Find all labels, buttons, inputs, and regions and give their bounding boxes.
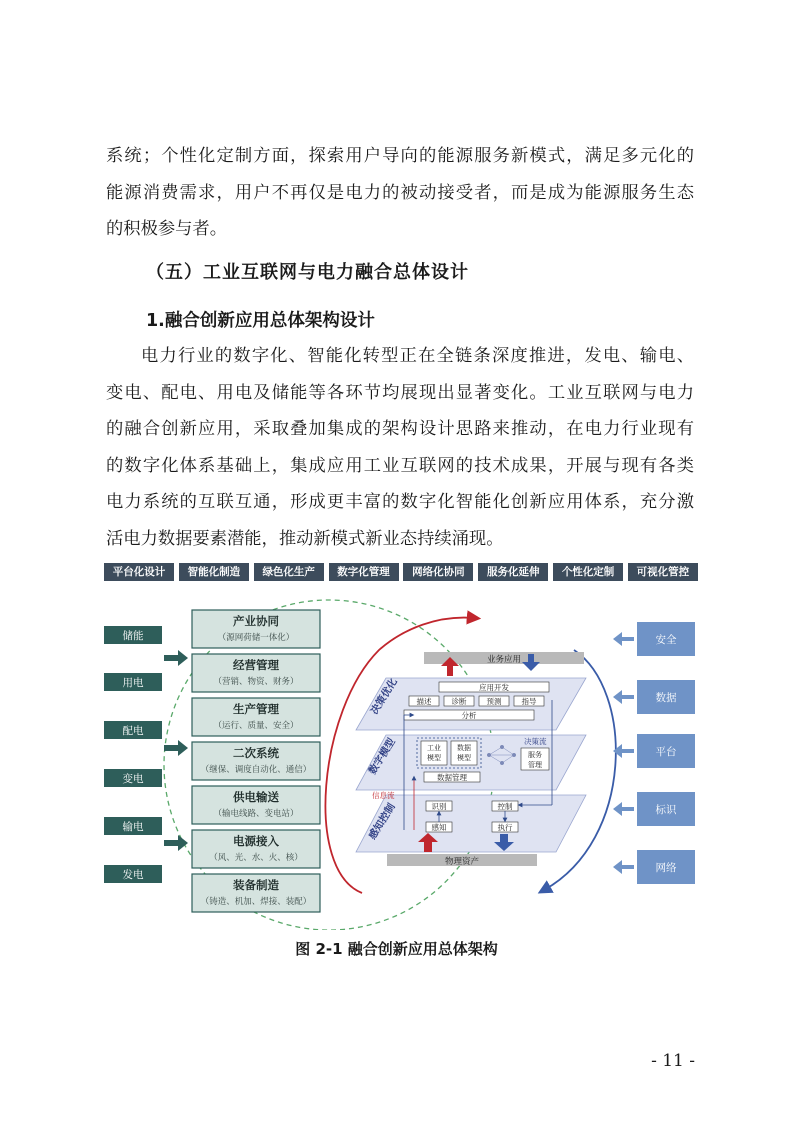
paragraph-1 <box>106 138 694 248</box>
middle-box-title: 二次系统 <box>233 746 279 760</box>
stage-label: 指导 <box>521 697 537 706</box>
middle-box-title: 装备制造 <box>233 878 279 892</box>
service-mgmt-label: 服务 <box>528 751 542 759</box>
paragraph-line: 的数字化体系基础上，集成应用工业互联网的技术成果，开展与现有各类 <box>106 455 694 476</box>
tag: 网络化协同 <box>403 563 473 581</box>
layer-name: 数字模型 <box>367 736 398 777</box>
paragraph-line: 的融合创新应用，采取叠加集成的架构设计思路来推动，在电力行业现有 <box>106 419 694 440</box>
control-label: 控制 <box>497 802 513 811</box>
analysis-label: 分析 <box>461 711 477 720</box>
page-number: - 11 - <box>651 1051 695 1071</box>
left-label: 用电 <box>122 677 144 689</box>
right-label-column <box>637 622 695 884</box>
stage-label: 预测 <box>486 697 502 706</box>
tag: 智能化制造 <box>179 563 249 581</box>
stage-label: 诊断 <box>451 697 467 706</box>
decision-flow-label: 决策流 <box>524 737 547 746</box>
middle-box-sub: （营销、物资、财务） <box>213 677 299 687</box>
paragraph-line: 变电、配电、用电及储能等各环节均展现出显著变化。工业互联网与电力 <box>106 382 694 403</box>
left-label-column <box>104 626 162 883</box>
tag: 平台化设计 <box>104 563 174 581</box>
section-heading: （五）工业互联网与电力融合总体设计 <box>146 262 469 283</box>
figure-caption: 图 2-1 融合创新应用总体架构 <box>295 940 498 958</box>
paragraph-line: 能源消费需求，用户不再仅是电力的被动接受者，而是成为能源服务生态 <box>106 182 694 203</box>
left-label: 储能 <box>122 630 144 642</box>
arrow-right-icon <box>164 740 188 756</box>
stage-label: 描述 <box>416 697 432 706</box>
paragraph-line: 电力行业的数字化、智能化转型正在全链条深度推进，发电、输电、 <box>141 346 694 366</box>
right-label: 标识 <box>655 804 677 816</box>
layer-name: 决策优化 <box>369 676 400 717</box>
middle-box-sub: （输电线路、变电站） <box>213 809 299 819</box>
middle-box-sub: （运行、质量、安全） <box>213 721 299 731</box>
middle-box-column <box>192 610 320 912</box>
middle-box <box>192 874 320 912</box>
layer-name: 感知控制 <box>367 801 398 842</box>
bottom-bar-label: 物理资产 <box>444 857 480 867</box>
right-label: 平台 <box>655 746 677 758</box>
middle-box <box>192 742 320 780</box>
tag: 服务化延伸 <box>478 563 548 581</box>
middle-box-sub: （源网荷储一体化） <box>217 633 295 643</box>
middle-box-title: 经营管理 <box>233 658 279 672</box>
paragraph-line: 活电力数据要素潜能，推动新模式新业态持续涌现。 <box>106 528 504 549</box>
app-dev-label: 应用开发 <box>479 683 509 692</box>
middle-box <box>192 830 320 868</box>
middle-box-title: 供电输送 <box>233 790 279 804</box>
arrow-right-icon <box>164 835 188 851</box>
left-label: 输电 <box>122 821 144 833</box>
middle-box-title: 电源接入 <box>233 834 279 848</box>
industrial-model-line1: 工业 <box>427 744 441 752</box>
arrow-left-icon <box>613 860 634 874</box>
paragraph-2 <box>106 338 694 558</box>
middle-box <box>192 786 320 824</box>
subsection-heading: 1.融合创新应用总体架构设计 <box>146 311 375 331</box>
data-mgmt-label: 数据管理 <box>437 773 467 782</box>
paragraph-line: 系统；个性化定制方面，探索用户导向的能源服务新模式，满足多元化的 <box>106 146 694 166</box>
right-label: 数据 <box>655 692 677 704</box>
right-label: 网络 <box>655 862 677 874</box>
arrow-left-icon <box>613 632 634 646</box>
middle-box-title: 生产管理 <box>233 702 279 716</box>
feature-tag-bar <box>104 563 698 581</box>
arrow-right-icon <box>164 650 188 666</box>
middle-box-title: 产业协同 <box>233 614 279 628</box>
left-label: 变电 <box>122 773 144 785</box>
left-arrows <box>164 650 188 851</box>
middle-box <box>192 654 320 692</box>
top-bar-label: 业务应用 <box>486 655 522 665</box>
middle-box-sub: （风、光、水、火、核） <box>209 853 303 863</box>
industrial-model-label <box>427 743 441 752</box>
tag: 可视化管控 <box>628 563 698 581</box>
right-label: 安全 <box>655 634 677 646</box>
industrial-model-label2: 模型 <box>427 754 441 762</box>
arrow-left-icon <box>613 802 634 816</box>
tag: 绿色化生产 <box>254 563 324 581</box>
left-label: 发电 <box>122 869 144 881</box>
paragraph-line: 的积极参与者。 <box>106 219 227 240</box>
info-flow-label: 信息流 <box>372 791 395 800</box>
identify-label: 识别 <box>431 802 447 811</box>
middle-box-sub: （继保、调度自动化、通信） <box>200 765 312 775</box>
service-mgmt-label2: 管理 <box>528 761 542 769</box>
paragraph-line: 电力系统的互联互通，形成更丰富的数字化智能化创新应用体系，充分激 <box>106 492 694 513</box>
middle-box-sub: （铸造、机加、焊接、装配） <box>200 897 312 907</box>
left-label: 配电 <box>122 725 144 737</box>
data-model-label: 数据 <box>457 744 471 752</box>
sense-label: 感知 <box>431 823 447 832</box>
tag: 个性化定制 <box>553 563 623 581</box>
tag: 数字化管理 <box>329 563 399 581</box>
architecture-diagram <box>104 590 700 930</box>
middle-box <box>192 610 320 648</box>
right-arrows <box>613 632 634 874</box>
arrow-left-icon <box>613 690 634 704</box>
middle-box <box>192 698 320 736</box>
data-model-label2: 模型 <box>457 754 471 762</box>
execute-label: 执行 <box>497 823 513 832</box>
